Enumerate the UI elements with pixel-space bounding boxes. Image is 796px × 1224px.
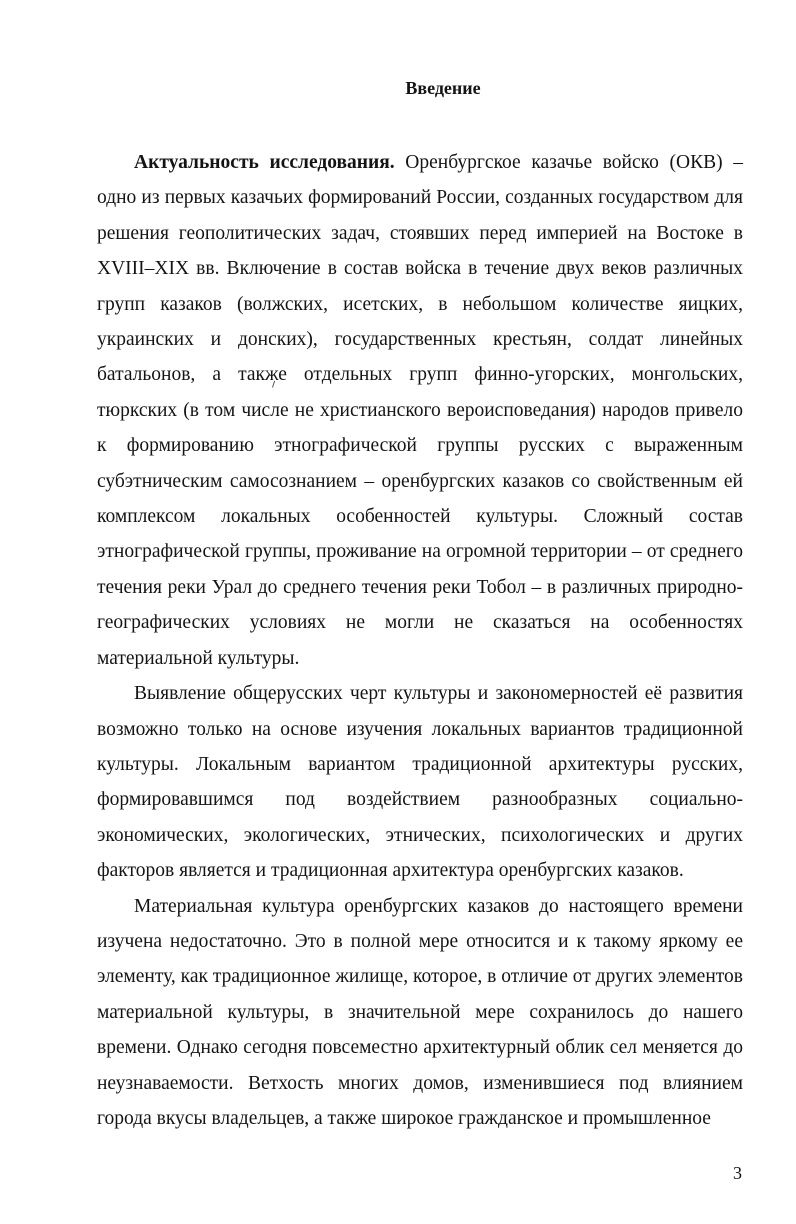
paragraph-text: Материальная культура оренбургских казаков до настоящего времени изучена недостаточно. Это в полной мере относится и к такому яркому ее элементу, как традиционное жилище, которое, в отличие от других элементов материальной культуры, в значительной мере сохранилось до нашего времени. Однако сегодня повсеместно архитектурный облик сел меняется до неузнаваемости. Ветхость многих домов, изменившиеся под влиянием города вкусы владельцев, а также широкое гражданское и промышленное	[97, 895, 743, 1129]
paragraph-relevance	[97, 145, 743, 676]
paragraph-lead: Актуальность исследования.	[134, 152, 395, 173]
paragraph-text: Выявление общерусских черт культуры и закономерностей её развития возможно только на основе изучения локальных вариантов традиционной культуры. Локальным вариантом традиционной архитектуры русских, формировавшимся под воздействием разнообразных социально-экономических, экологических, этнических, психологических и других факторов является и традиционная архитектура оренбургских казаков.	[97, 683, 743, 882]
page-title: Введение	[405, 78, 481, 98]
paragraph-material-culture	[97, 889, 743, 1137]
paragraph-text: Оренбургское казачье войско (ОКВ) – одно из первых казачьих формирований России, созданных государством для решения геополитических задач, стоявших перед империей на Востоке в XVIII–XIX вв. Включение в состав войска в течение двух веков различных групп казаков (волжских, исетских, в небольшом количестве яицких, украинских и донских), государственных крестьян, солдат линейных батальонов, а также отдельных групп финно-угорских, монгольских, тюркских (в том числе не христианского вероисповедания) народов привело к формированию этнографической группы русских с выраженным субэтническим самосознанием – оренбургских казаков со свойственным ей комплексом локальных особенностей культуры. Сложный состав этнографической группы, проживание на огромной территории – от среднего течения реки Урал до среднего течения реки Тобол – в различных природно-географических условиях не могли не сказаться на особенностях материальной культуры.	[97, 152, 743, 669]
body-text	[97, 145, 743, 1136]
paragraph-local-variants	[97, 676, 743, 888]
page-number: 3	[733, 1163, 742, 1183]
